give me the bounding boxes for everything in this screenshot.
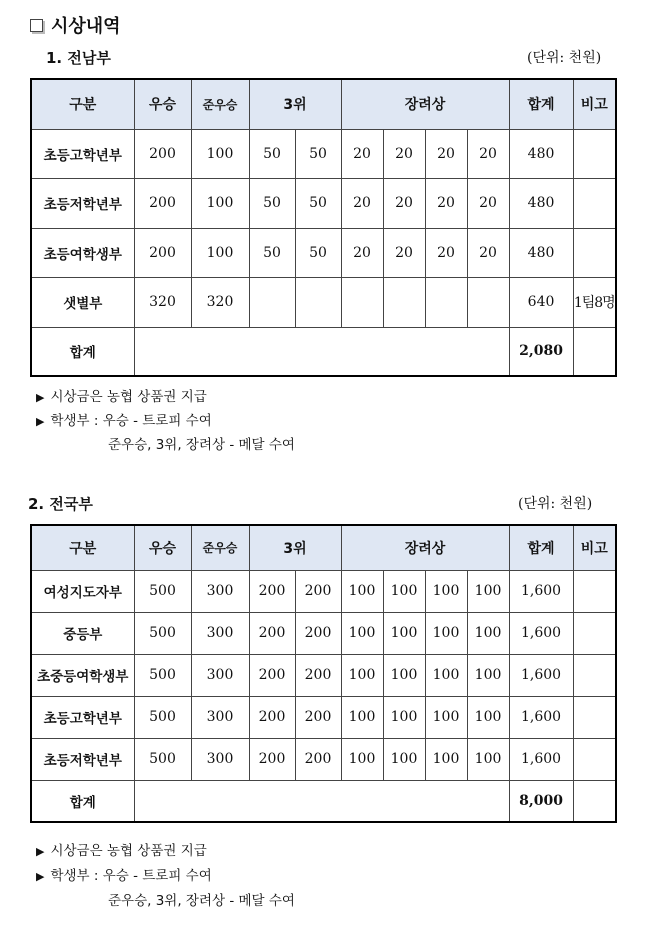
section2-title: 2. 전국부	[28, 495, 93, 513]
header-first: 우승	[134, 79, 191, 129]
page-title-text: 시상내역	[51, 16, 121, 37]
row-cell	[295, 278, 341, 328]
row-total: 1,600	[509, 570, 573, 612]
row-cell: 200	[249, 654, 295, 696]
triangle-right-icon: ▶	[36, 415, 45, 428]
row-total: 480	[509, 179, 573, 229]
row-total: 1,600	[509, 738, 573, 780]
note-text: 시상금은 농협 상품권 지급	[50, 843, 207, 859]
row-cell: 100	[383, 570, 425, 612]
row-total: 480	[509, 228, 573, 278]
row-cell: 100	[425, 654, 467, 696]
row-cell: 500	[134, 612, 191, 654]
row-cell: 20	[467, 179, 509, 229]
table-row	[31, 570, 616, 612]
table-row	[31, 179, 616, 229]
row-cell: 50	[249, 129, 295, 179]
total-value: 2,080	[509, 327, 573, 376]
row-cell: 20	[425, 228, 467, 278]
row-cell: 50	[249, 228, 295, 278]
row-cell: 20	[383, 179, 425, 229]
row-cell: 500	[134, 738, 191, 780]
row-cell: 100	[341, 738, 383, 780]
row-cell: 100	[383, 612, 425, 654]
header-encouragement: 장려상	[341, 525, 509, 570]
section1-unit: (단위: 천원)	[527, 50, 602, 66]
row-cell: 100	[425, 738, 467, 780]
header-total: 합계	[509, 79, 573, 129]
total-empty	[134, 780, 509, 822]
row-remarks	[573, 696, 616, 738]
row-cell: 320	[191, 278, 249, 328]
row-cell	[341, 278, 383, 328]
table-row	[31, 278, 616, 328]
row-cell: 200	[249, 696, 295, 738]
row-cell	[383, 278, 425, 328]
row-cell: 100	[425, 696, 467, 738]
row-cell: 200	[295, 738, 341, 780]
row-label: 초등여학생부	[31, 228, 134, 278]
total-row	[31, 780, 616, 822]
header-category: 구분	[31, 79, 134, 129]
row-cell: 300	[191, 696, 249, 738]
row-label: 초중등여학생부	[31, 654, 134, 696]
table-header-row	[31, 79, 616, 129]
row-total: 480	[509, 129, 573, 179]
header-total: 합계	[509, 525, 573, 570]
table-row	[31, 696, 616, 738]
row-cell: 200	[249, 570, 295, 612]
row-cell: 300	[191, 654, 249, 696]
table-row	[31, 654, 616, 696]
row-remarks	[573, 654, 616, 696]
row-remarks	[573, 738, 616, 780]
row-cell: 100	[467, 738, 509, 780]
row-cell: 200	[134, 129, 191, 179]
section1-note-1	[36, 385, 207, 405]
row-label: 중등부	[31, 612, 134, 654]
row-label: 초등저학년부	[31, 738, 134, 780]
row-cell: 20	[467, 228, 509, 278]
row-cell: 100	[341, 654, 383, 696]
row-remarks	[573, 612, 616, 654]
row-cell: 20	[383, 228, 425, 278]
row-label: 초등고학년부	[31, 696, 134, 738]
row-cell: 100	[467, 696, 509, 738]
row-cell: 50	[249, 179, 295, 229]
row-cell: 200	[295, 612, 341, 654]
section2-unit: (단위: 천원)	[518, 496, 593, 512]
row-cell: 100	[425, 570, 467, 612]
triangle-right-icon: ▶	[36, 391, 45, 404]
table-row	[31, 228, 616, 278]
row-cell: 20	[341, 179, 383, 229]
row-label: 샛별부	[31, 278, 134, 328]
row-cell: 200	[134, 228, 191, 278]
row-label: 초등고학년부	[31, 129, 134, 179]
row-cell: 50	[295, 228, 341, 278]
row-total: 640	[509, 278, 573, 328]
row-cell: 100	[467, 654, 509, 696]
row-label: 초등저학년부	[31, 179, 134, 229]
triangle-right-icon: ▶	[36, 845, 45, 858]
triangle-right-icon: ▶	[36, 870, 45, 883]
row-cell: 300	[191, 738, 249, 780]
row-cell: 200	[295, 570, 341, 612]
header-category: 구분	[31, 525, 134, 570]
row-cell: 20	[467, 129, 509, 179]
row-cell: 100	[467, 570, 509, 612]
section1-note-cont: 준우승, 3위, 장려상 - 메달 수여	[108, 437, 295, 453]
row-remarks	[573, 129, 616, 179]
total-label: 합계	[31, 327, 134, 376]
row-cell	[467, 278, 509, 328]
row-cell: 200	[295, 654, 341, 696]
note-text: 학생부 : 우승 - 트로피 수여	[50, 868, 212, 884]
row-total: 1,600	[509, 612, 573, 654]
row-cell: 100	[191, 179, 249, 229]
row-cell: 20	[341, 129, 383, 179]
row-cell: 20	[341, 228, 383, 278]
row-cell: 100	[383, 696, 425, 738]
row-cell: 100	[191, 228, 249, 278]
section2-note-2	[36, 864, 212, 884]
row-cell: 50	[295, 179, 341, 229]
table-row	[31, 612, 616, 654]
row-cell: 300	[191, 612, 249, 654]
row-cell: 100	[383, 738, 425, 780]
row-cell	[425, 278, 467, 328]
row-cell: 100	[467, 612, 509, 654]
section2-table	[30, 524, 617, 823]
row-cell: 50	[295, 129, 341, 179]
total-empty	[134, 327, 509, 376]
row-cell: 20	[383, 129, 425, 179]
table-row	[31, 738, 616, 780]
total-label: 합계	[31, 780, 134, 822]
row-total: 1,600	[509, 696, 573, 738]
total-remarks	[573, 327, 616, 376]
row-remarks	[573, 570, 616, 612]
section1-note-2	[36, 409, 212, 429]
header-second: 준우승	[191, 79, 249, 129]
row-cell: 200	[134, 179, 191, 229]
section1-title: 1. 전남부	[46, 49, 111, 67]
row-cell: 100	[341, 696, 383, 738]
row-remarks: 1팀8명	[573, 278, 616, 328]
row-cell	[249, 278, 295, 328]
row-label: 여성지도자부	[31, 570, 134, 612]
total-row	[31, 327, 616, 376]
table-row	[31, 129, 616, 179]
header-second: 준우승	[191, 525, 249, 570]
row-cell: 100	[341, 612, 383, 654]
row-remarks	[573, 228, 616, 278]
row-cell: 300	[191, 570, 249, 612]
section2-note-cont: 준우승, 3위, 장려상 - 메달 수여	[108, 893, 295, 909]
header-remarks: 비고	[573, 79, 616, 129]
header-first: 우승	[134, 525, 191, 570]
table-header-row	[31, 525, 616, 570]
row-cell: 200	[249, 738, 295, 780]
row-cell: 200	[295, 696, 341, 738]
row-cell: 20	[425, 129, 467, 179]
row-cell: 100	[341, 570, 383, 612]
row-cell: 320	[134, 278, 191, 328]
section1-table	[30, 78, 617, 377]
row-cell: 100	[425, 612, 467, 654]
row-cell: 100	[191, 129, 249, 179]
total-remarks	[573, 780, 616, 822]
header-remarks: 비고	[573, 525, 616, 570]
row-cell: 500	[134, 696, 191, 738]
row-cell: 20	[425, 179, 467, 229]
header-third: 3위	[249, 525, 341, 570]
note-text: 학생부 : 우승 - 트로피 수여	[50, 413, 212, 429]
header-encouragement: 장려상	[341, 79, 509, 129]
row-cell: 500	[134, 654, 191, 696]
header-third: 3위	[249, 79, 341, 129]
row-cell: 500	[134, 570, 191, 612]
note-text: 시상금은 농협 상품권 지급	[50, 389, 207, 405]
row-total: 1,600	[509, 654, 573, 696]
section2-note-1	[36, 839, 207, 859]
page-title	[30, 12, 121, 38]
total-value: 8,000	[509, 780, 573, 822]
checkbox-square-icon	[30, 19, 43, 32]
row-cell: 100	[383, 654, 425, 696]
row-remarks	[573, 179, 616, 229]
row-cell: 200	[249, 612, 295, 654]
